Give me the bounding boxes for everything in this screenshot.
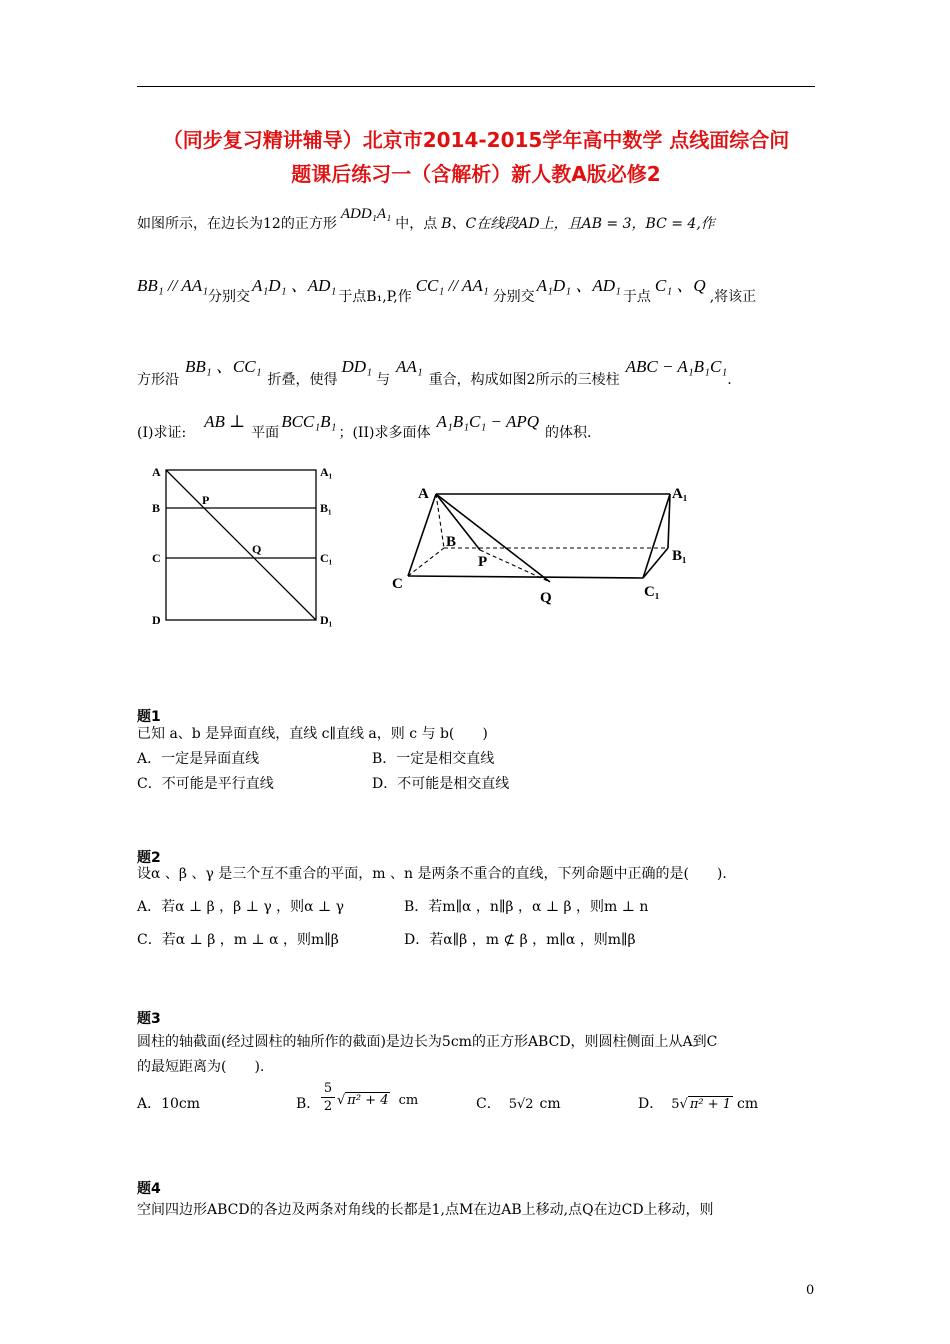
label-Q: Q (540, 590, 552, 606)
text: 的体积. (545, 425, 592, 441)
q3-heading: 题3 (137, 1011, 161, 1027)
label-C: C (152, 551, 161, 565)
coefficient: 5 (671, 1097, 680, 1112)
q2-stem: 设α 、β 、γ 是三个互不重合的平面，m 、n 是两条不重合的直线，下列命题中正确的是( )． (137, 866, 737, 882)
math: DD₁ (341, 357, 372, 376)
unit: cm (737, 1096, 759, 1112)
page-title-line1: （同步复习精讲辅导）北京市2014-2015学年高中数学 点线面综合问 (162, 128, 790, 152)
edge-cc1 (408, 576, 643, 578)
math: BB₁ 、CC₁ (185, 357, 262, 376)
text: 方形沿 (137, 372, 179, 388)
header-rule (137, 86, 815, 87)
q3-stem-line2: 的最短距离为( ). (137, 1059, 265, 1075)
q2-heading: 题2 (137, 850, 161, 866)
q3-option-a: A．10cm (137, 1096, 201, 1112)
q3-stem-line1: 圆柱的轴截面(经过圆柱的轴所作的截面)是边长为5cm的正方形ABCD，则圆柱侧面上从A到C (137, 1034, 718, 1050)
fraction-bar (321, 1097, 335, 1098)
text: . (727, 372, 732, 388)
math: CC₁ // AA₁ (415, 276, 489, 295)
problem-line2 (137, 276, 757, 306)
text: 与 (376, 372, 390, 388)
page-number: 0 (806, 1283, 815, 1298)
label-B1: B₁ (320, 501, 332, 515)
figure1-square (140, 458, 360, 638)
option-label: B． (296, 1096, 321, 1112)
problem-line3 (137, 357, 732, 389)
label-P: P (478, 554, 488, 570)
label-C1: C₁ (320, 551, 333, 565)
label-D1: D₁ (320, 613, 333, 627)
math: A₁D₁ 、AD₁ (536, 276, 621, 295)
text: 中，点 (395, 216, 438, 232)
option-label: D． (638, 1096, 664, 1112)
edge-a1c1 (643, 494, 670, 578)
q2-option-a: A．若α ⊥ β ，β ⊥ γ ，则α ⊥ γ (137, 899, 345, 915)
q3-option-c (476, 1093, 561, 1113)
figure2-prism (388, 476, 708, 611)
q3-option-b (296, 1093, 320, 1113)
q3-b-fraction (321, 1081, 335, 1114)
q4-heading: 题4 (137, 1181, 161, 1197)
edge-c1b1 (643, 548, 668, 578)
text: 于点 (622, 289, 651, 305)
text: 于点B₁,P,作 (338, 289, 412, 305)
q1-heading: 题1 (137, 709, 161, 725)
text: (I)求证: (137, 425, 187, 441)
fraction-numerator: 5 (323, 1081, 333, 1096)
text: B、C在线段AD上，且AB = 3，BC = 4,作 (441, 216, 715, 232)
edge-a1b1 (668, 494, 670, 548)
text: 折叠，使得 (267, 372, 338, 388)
q1-option-c: C．不可能是平行直线 (137, 776, 274, 792)
math: C₁ 、Q (654, 276, 706, 295)
label-P: P (202, 493, 210, 507)
q2-option-c: C．若α ⊥ β ，m ⊥ α ，则m∥β (137, 932, 339, 948)
math: BB₁ // AA₁ (137, 276, 208, 295)
edge-ac (408, 494, 436, 576)
label-A1: A₁ (672, 486, 688, 502)
q3-option-d (638, 1093, 758, 1113)
q1-option-d: D．不可能是相交直线 (372, 776, 510, 792)
label-B: B (152, 501, 161, 515)
math: AA₁ (396, 357, 423, 376)
text: 平面 (251, 425, 280, 441)
math: ABC − A₁B₁C₁ (625, 357, 728, 376)
radicand: π² + 4 (347, 1093, 389, 1108)
unit: cm (398, 1093, 419, 1108)
text: ；(II)求多面体 (338, 425, 431, 441)
math: A₁D₁ 、AD₁ (252, 276, 337, 295)
math: 5√2 (508, 1097, 534, 1112)
q2-option-b: B．若m∥α ，n∥β ，α ⊥ β ，则m ⊥ n (404, 899, 649, 915)
label-C: C (392, 576, 403, 592)
q2-option-d: D．若α∥β ，m ⊄ β ，m∥α ，则m∥β (404, 932, 636, 948)
label-B1: B₁ (672, 548, 687, 564)
text: 重合，构成如图2所示的三棱柱 (428, 372, 620, 388)
text: 如图所示，在边长为12的正方形 (137, 216, 337, 232)
problem-line1 (137, 206, 715, 233)
label-A: A (418, 486, 429, 502)
text: 分别交 (208, 289, 250, 305)
q3-b-radical (337, 1093, 418, 1108)
math-square: ADD₁A₁ (340, 206, 392, 222)
q4-stem: 空间四边形ABCD的各边及两条对角线的长都是1,点M在边AB上移动,点Q在边CD上移动，则 (137, 1202, 714, 1218)
label-B: B (446, 534, 457, 550)
math: BCC₁B₁ (281, 412, 337, 431)
radicand: π² + 1 (689, 1097, 731, 1112)
math: AB ⊥ (204, 412, 246, 431)
text: ,将该正 (709, 289, 757, 305)
text: 分别交 (492, 289, 535, 305)
label-C1: C₁ (644, 584, 660, 600)
label-Q: Q (252, 542, 262, 556)
sqrt-sign: √ (679, 1097, 688, 1112)
sqrt-sign: √ (337, 1093, 346, 1108)
unit: cm (539, 1096, 561, 1112)
q1-stem: 已知 a、b 是异面直线，直线 c∥直线 a，则 c 与 b( ) (137, 726, 488, 742)
q1-option-b: B．一定是相交直线 (372, 751, 495, 767)
q1-option-a: A．一定是异面直线 (137, 751, 260, 767)
label-A1: A₁ (320, 465, 333, 479)
diagonal-ad1 (166, 470, 316, 620)
problem-line4 (137, 412, 592, 442)
label-A: A (152, 465, 161, 479)
label-D: D (152, 613, 161, 627)
option-label: C． (476, 1096, 501, 1112)
fraction-denominator: 2 (323, 1099, 333, 1114)
page-title-line2: 题课后练习一（含解析）新人教A版必修2 (291, 162, 661, 186)
math: A₁B₁C₁ − APQ (436, 412, 540, 431)
